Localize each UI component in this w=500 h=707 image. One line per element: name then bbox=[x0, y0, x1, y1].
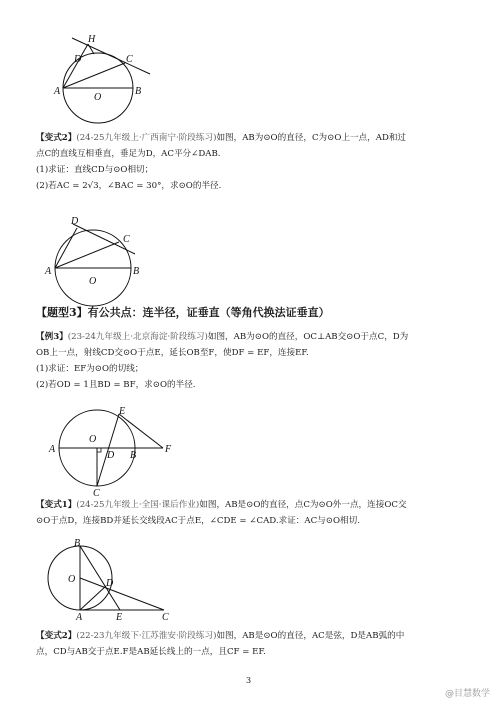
question-2: (2)若OD = 1且BD = BF，求⊙O的半径. bbox=[36, 380, 196, 390]
question-1: (1)求证：EF为⊙O的切线； bbox=[36, 364, 144, 374]
variant-2b-problem bbox=[36, 628, 476, 660]
fig3-label-f: F bbox=[165, 444, 172, 455]
fig1-label-a: A bbox=[54, 86, 61, 97]
fig2-label-a: A bbox=[45, 266, 52, 277]
fig4-label-o: O bbox=[68, 574, 76, 585]
fig1-label-c: C bbox=[126, 54, 133, 65]
problem-text: ⊙O于点D，连接BD并延长交线段AC于点E，∠CDE = ∠CAD.求证：AC与⊙O相切. bbox=[36, 516, 360, 526]
page-number: 3 bbox=[246, 676, 252, 685]
problem-text: 如图，AB为⊙O的直径，OC⊥AB交⊙O于点C，D为 bbox=[207, 332, 409, 342]
problem-tag: 【变式1】 bbox=[36, 500, 77, 510]
problem-text: 点C的直线互相垂直，垂足为D，AC平分∠DAB. bbox=[36, 149, 221, 159]
problem-source: (22-23九年级下·江苏淮安·阶段练习) bbox=[76, 631, 217, 641]
problem-tag: 【例3】 bbox=[36, 332, 68, 342]
question-1: (1)求证：直线CD与⊙O相切； bbox=[36, 165, 154, 175]
watermark: @目慧数学 bbox=[444, 689, 490, 699]
fig4-label-d: D bbox=[106, 578, 114, 589]
figure-4 bbox=[40, 540, 180, 622]
fig3-label-a: A bbox=[49, 444, 56, 455]
problem-text: 如图，AB为⊙O的直径，C为⊙O上一点，AD和过 bbox=[216, 133, 407, 143]
problem-text: 点，CD与AB交于点E.F是AB延长线上的一点，且CF = EF. bbox=[36, 647, 266, 657]
problem-tag: 【变式2】 bbox=[36, 133, 77, 143]
fig2-label-c: C bbox=[123, 234, 130, 245]
figure-1 bbox=[50, 30, 160, 125]
fig2-label-b: B bbox=[133, 266, 140, 277]
problem-source: (24-25九年级上·广西南宁·阶段练习) bbox=[76, 133, 217, 143]
fig3-label-d: D bbox=[107, 450, 115, 461]
section-heading: 【题型3】有公共点：连半径，证垂直（等角代换法证垂直） bbox=[36, 306, 330, 319]
problem-text: 如图，AB是⊙O的直径，点C为⊙O外一点，连接OC交 bbox=[199, 500, 407, 510]
fig3-label-o: O bbox=[89, 434, 97, 445]
fig2-label-o: O bbox=[89, 276, 97, 287]
problem-text: 如图，AB是⊙O的直径，AC是弦，D是AB弧的中 bbox=[216, 631, 405, 641]
problem-tag: 【变式2】 bbox=[36, 631, 77, 641]
fig4-label-a: A bbox=[76, 612, 83, 623]
fig1-label-d: D bbox=[74, 54, 82, 65]
problem-text: OB上一点，射线CD交⊙O于点E，延长OB至F，使DF = EF，连接EF. bbox=[36, 348, 309, 358]
fig3-label-e: E bbox=[119, 406, 126, 417]
problem-source: (23-24九年级上·北京海淀·阶段练习) bbox=[67, 332, 208, 342]
fig1-label-o: O bbox=[94, 92, 102, 103]
fig1-label-h: H bbox=[88, 34, 96, 45]
fig1-label-b: B bbox=[135, 86, 142, 97]
figure-3 bbox=[45, 408, 175, 498]
variant-2-problem bbox=[36, 130, 476, 194]
variant-1-problem bbox=[36, 497, 476, 529]
example-3-problem bbox=[36, 329, 476, 393]
fig4-label-b: B bbox=[74, 538, 81, 549]
question-2: (2)若AC = 2√3，∠BAC = 30°，求⊙O的半径. bbox=[36, 181, 222, 191]
figure-2 bbox=[45, 218, 155, 308]
fig3-label-b: B bbox=[130, 450, 137, 461]
fig4-label-e: E bbox=[116, 612, 123, 623]
problem-source: (24-25九年级上·全国·课后作业) bbox=[76, 500, 200, 510]
fig3-label-c: C bbox=[93, 488, 100, 499]
fig2-label-d: D bbox=[71, 216, 79, 227]
fig4-label-c: C bbox=[162, 612, 169, 623]
